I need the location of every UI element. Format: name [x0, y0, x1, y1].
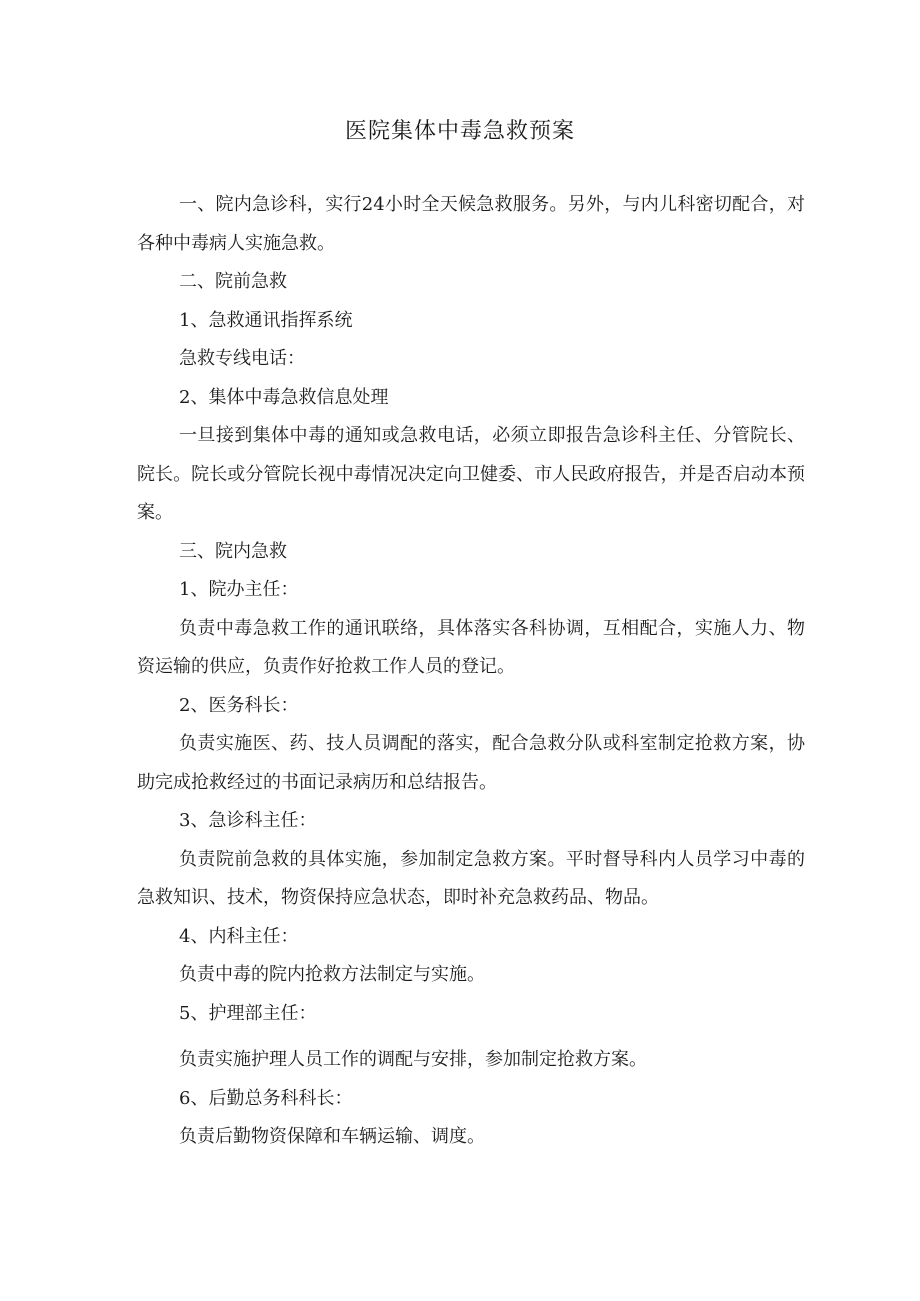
subheading-logistics: 6、后勤总务科科长：	[179, 1087, 353, 1109]
subheading-nursing: 5、护理部主任：	[179, 1002, 317, 1024]
subheading-medical-affairs: 2、医务科长：	[179, 694, 299, 716]
subheading-communication: 1、急救通讯指挥系统	[179, 309, 353, 331]
subheading-office-director: 1、院办主任：	[179, 579, 299, 600]
section-heading-in-hospital: 三、院内急救	[179, 540, 287, 562]
paragraph-office-director: 负责中毒急救工作的通讯联络，具体落实各科协调，互相配合，实施人力、物资运输的供应，负责作好抢救工作人员的登记。	[137, 617, 805, 677]
document-title: 医院集体中毒急救预案	[344, 119, 575, 144]
paragraph-medical-affairs: 负责实施医、药、技人员调配的落实，配合急救分队或科室制定抢救方案，协助完成抢救经过的书面记录病历和总结报告。	[137, 733, 805, 793]
paragraph-logistics: 负责后勤物资保障和车辆运输、调度。	[179, 1126, 485, 1147]
subheading-emergency-director: 3、急诊科主任：	[179, 810, 317, 831]
section-heading-pre-hospital: 二、院前急救	[179, 271, 287, 292]
paragraph-info-handling: 一旦接到集体中毒的通知或急救电话，必须立即报告急诊科主任、分管院长、院长。院长或分管院长视中毒情况决定向卫健委、市人民政府报告，并是否启动本预案。	[137, 425, 805, 523]
document-body	[137, 186, 805, 1157]
paragraph-1: 一、院内急诊科，实行24小时全天候急救服务。另外，与内儿科密切配合，对各种中毒病人实施急救。	[137, 194, 805, 254]
subheading-internal-medicine: 4、内科主任：	[179, 925, 299, 947]
paragraph-internal-medicine: 负责中毒的院内抢救方法制定与实施。	[179, 964, 485, 985]
paragraph-emergency-director: 负责院前急救的具体实施，参加制定急救方案。平时督导科内人员学习中毒的急救知识、技术，物资保持应急状态，即时补充急救药品、物品。	[137, 848, 805, 908]
paragraph-hotline: 急救专线电话：	[179, 348, 305, 369]
subheading-info-handling: 2、集体中毒急救信息处理	[179, 386, 389, 408]
paragraph-nursing: 负责实施护理人员工作的调配与安排，参加制定抢救方案。	[179, 1049, 647, 1070]
